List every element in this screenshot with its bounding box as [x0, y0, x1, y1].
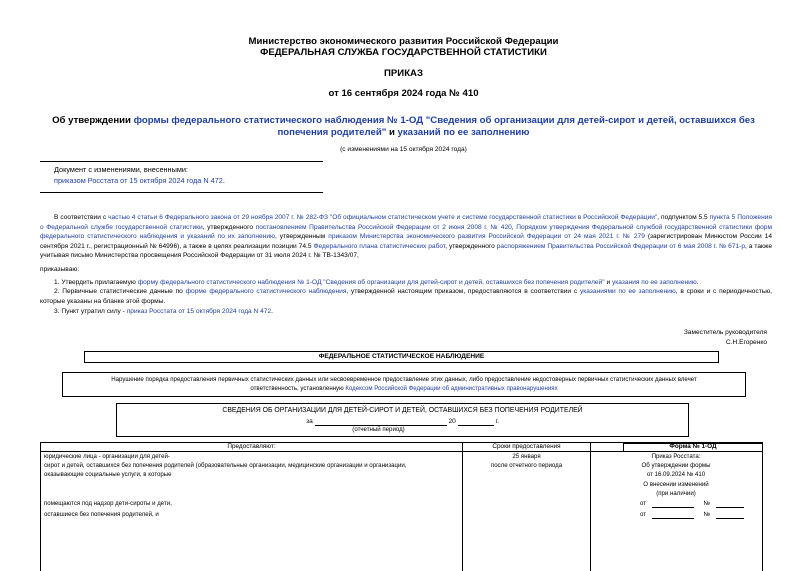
form-title-box [116, 403, 689, 437]
warning-line-1: Нарушение порядка предоставления первичных статистических данных или несвоевременное предоставление этих данных, либо предоставление недостоверных первичных статистических данных влечет [111, 376, 697, 383]
period-line [117, 417, 688, 426]
amend-line-2 [640, 510, 744, 519]
item-text: 2. Первичные статистические данные по [54, 288, 186, 295]
item-3 [54, 307, 772, 317]
form-order-label: Приказ Росстата: [651, 453, 701, 460]
item-2-instructions-link[interactable]: указаниями по ее заполнению [579, 288, 676, 295]
amendment-end: . [222, 176, 225, 185]
ministry-order-link[interactable]: приказом Министерства экономического развития Российской Федерации от 24 мая 2021 г. № 279 [328, 233, 645, 241]
regulation-link[interactable]: пункта 5 Положения о Федеральной службе государственной статистики [40, 214, 772, 231]
provider-line: юридические лица - организации для детей- [44, 453, 170, 460]
item-text: , утвержденной настоящим приказом, предоставляются в соответствии с [346, 288, 580, 295]
divider-top [40, 161, 323, 162]
item-1-instructions-link[interactable]: указания по ее заполнению [611, 279, 697, 286]
item-2-form-link[interactable]: форме федерального статистического наблюдения [185, 288, 347, 295]
item-text: и [604, 279, 612, 286]
num-label: № [703, 500, 710, 507]
form-order-amendments: О внесении изменений [643, 480, 709, 488]
government-decree-link[interactable]: постановлением Правительства Российской Федерации от 2 июня 2008 г. № 420 [255, 223, 512, 231]
document-title [52, 115, 755, 139]
col-providers-header: Предоставляют: [227, 443, 276, 450]
item-1-form-link[interactable]: форму федерального статистического наблюдения № 1-ОД "Сведения об организации для детей-сирот и детей, оставшихся без попечения родителей" [137, 279, 605, 286]
item-text: 1. Утвердить прилагаемую [54, 279, 138, 286]
col-deadline-header: Сроки предоставления [492, 443, 561, 450]
changes-label: Документ с изменениями, внесенными: [54, 165, 188, 174]
government-order-link[interactable]: распоряжением Правительства Российской Федерации от 6 мая 2008 г. № 671-р [496, 242, 746, 250]
year-prefix: 20 [448, 418, 456, 425]
signer-position: Заместитель руководителя [683, 329, 767, 336]
providers-cell [44, 452, 458, 480]
amend-date-blank-2[interactable] [652, 510, 694, 519]
deadline-note: после отчетного периода [490, 462, 563, 470]
deadline-cell [463, 452, 590, 470]
form-title: СВЕДЕНИЯ ОБ ОРГАНИЗАЦИИ ДЛЯ ДЕТЕЙ-СИРОТ И ДЕТЕЙ, ОСТАВШИХСЯ БЕЗ ПОПЕЧЕНИЯ РОДИТЕЛЕЙ [222, 407, 583, 414]
title-prefix: Об утверждении [52, 115, 134, 126]
ministry-name: Министерство экономического развития Российской Федерации [248, 36, 559, 47]
federal-law-link[interactable]: частью 4 статьи 6 Федерального закона от 29 ноября 2007 г. № 282-ФЗ "Об официальном статистическом учете и системе государственной статистики в Российской Федерации" [108, 214, 658, 221]
table-col-divider-2 [590, 442, 591, 571]
period-blank[interactable] [315, 417, 447, 426]
statistical-plan-link[interactable]: Федерального плана статистических работ [313, 242, 446, 250]
warning-text: ответственность, установленную [250, 385, 346, 392]
item-2 [40, 287, 772, 306]
item-text: , в сроки и с периодичностью, которые указаны на бланке этой формы. [40, 288, 772, 305]
form-order-cell [592, 452, 760, 498]
signer-name: С.Н.Егоренко [725, 339, 767, 346]
table-left-border [40, 442, 41, 571]
preamble-text: , подпунктом 5.5 [657, 214, 710, 221]
order-word: приказываю: [40, 266, 80, 273]
preamble-text: (зарегистрирован Минюстом России 14 сентября 2021 г., регистрационный № 64996), а также в целях реализации позиции 74.5 [40, 233, 772, 250]
preamble-text: , утвержденного [202, 223, 256, 231]
form-order-if-any: (при наличии) [656, 489, 696, 497]
doc-date: от 16 сентября 2024 года № 410 [328, 88, 479, 99]
form-link[interactable]: формы федерального статистического наблюдения № 1-ОД "Сведения об организации для детей-сирот и детей, оставшихся без попечения родителей" [133, 115, 755, 138]
form-banner: ФЕДЕРАЛЬНОЕ СТАТИСТИЧЕСКОЕ НАБЛЮДЕНИЕ [84, 351, 719, 363]
table-right-border [762, 442, 763, 571]
changes-list [54, 176, 225, 186]
instructions-link[interactable]: указаний по ее заполнению [397, 127, 530, 138]
changes-note: (с изменениями на 15 октября 2024 года) [340, 146, 467, 153]
za-label: за [306, 418, 313, 425]
amendment-link[interactable]: приказом Росстата от 15 октября 2024 года N 472 [54, 176, 223, 185]
provider-line: оставшиеся без попечения родителей, и [44, 511, 159, 518]
preamble-text: В соответствии с [54, 214, 109, 221]
col-form-header: Форма № 1-ОД [669, 443, 717, 450]
amend-date-blank-1[interactable] [652, 499, 694, 508]
doc-type: ПРИКАЗ [384, 68, 423, 79]
item-text: . [271, 308, 273, 315]
preamble-text: , утвержденным [274, 233, 329, 241]
year-suffix: г. [495, 418, 499, 425]
item-3-repeal-link[interactable]: приказ Росстата от 15 октября 2024 года N 472 [126, 308, 272, 315]
providers-cell-2 [44, 498, 458, 520]
form-order-number: от 16.09.2024 № 410 [646, 471, 706, 479]
amend-num-blank-1[interactable] [716, 499, 744, 508]
ot-label: от [640, 511, 647, 518]
admin-code-link[interactable]: Кодексом Российской Федерации об административных правонарушениях [345, 385, 558, 392]
warning-line-2 [63, 384, 745, 393]
form-order-approval: Об утверждении формы [641, 462, 711, 470]
item-text: . [696, 279, 699, 286]
preamble [40, 213, 772, 261]
provider-line: сирот и детей, оставшихся без попечения родителей (образовательные организации, медицинские организации и организации, [44, 462, 407, 470]
year-blank[interactable] [458, 417, 494, 426]
provider-line: оказывающие социальные услуги, в которые [44, 471, 172, 479]
divider-bottom [40, 192, 323, 193]
amend-num-blank-2[interactable] [716, 510, 744, 519]
preamble-text: , [511, 223, 517, 231]
preamble-text: , а также учитывая письмо Министерства просвещения Российской Федерации от 31 июля 2024 г. № ТВ-1343/07, [40, 242, 772, 260]
deadline-date: 25 января [512, 453, 541, 460]
service-name: ФЕДЕРАЛЬНАЯ СЛУЖБА ГОСУДАРСТВЕННОЙ СТАТИСТИКИ [260, 47, 547, 58]
procedure-link[interactable]: Порядком утверждения Федеральной службой государственной статистики форм федерального статистического наблюдения и указаний по их заполнению [40, 223, 772, 241]
item-text: 3. Пункт утратил силу - [54, 308, 127, 315]
provider-line: помещаются под надзор дети-сироты и дети, [44, 500, 172, 507]
amend-line-1 [640, 499, 744, 508]
form-warning [62, 372, 746, 397]
num-label: № [703, 511, 710, 518]
ot-label: от [640, 500, 647, 507]
period-note: (отчетный период) [352, 426, 405, 433]
preamble-text: , утвержденного [445, 242, 497, 250]
title-middle: и [386, 127, 398, 138]
